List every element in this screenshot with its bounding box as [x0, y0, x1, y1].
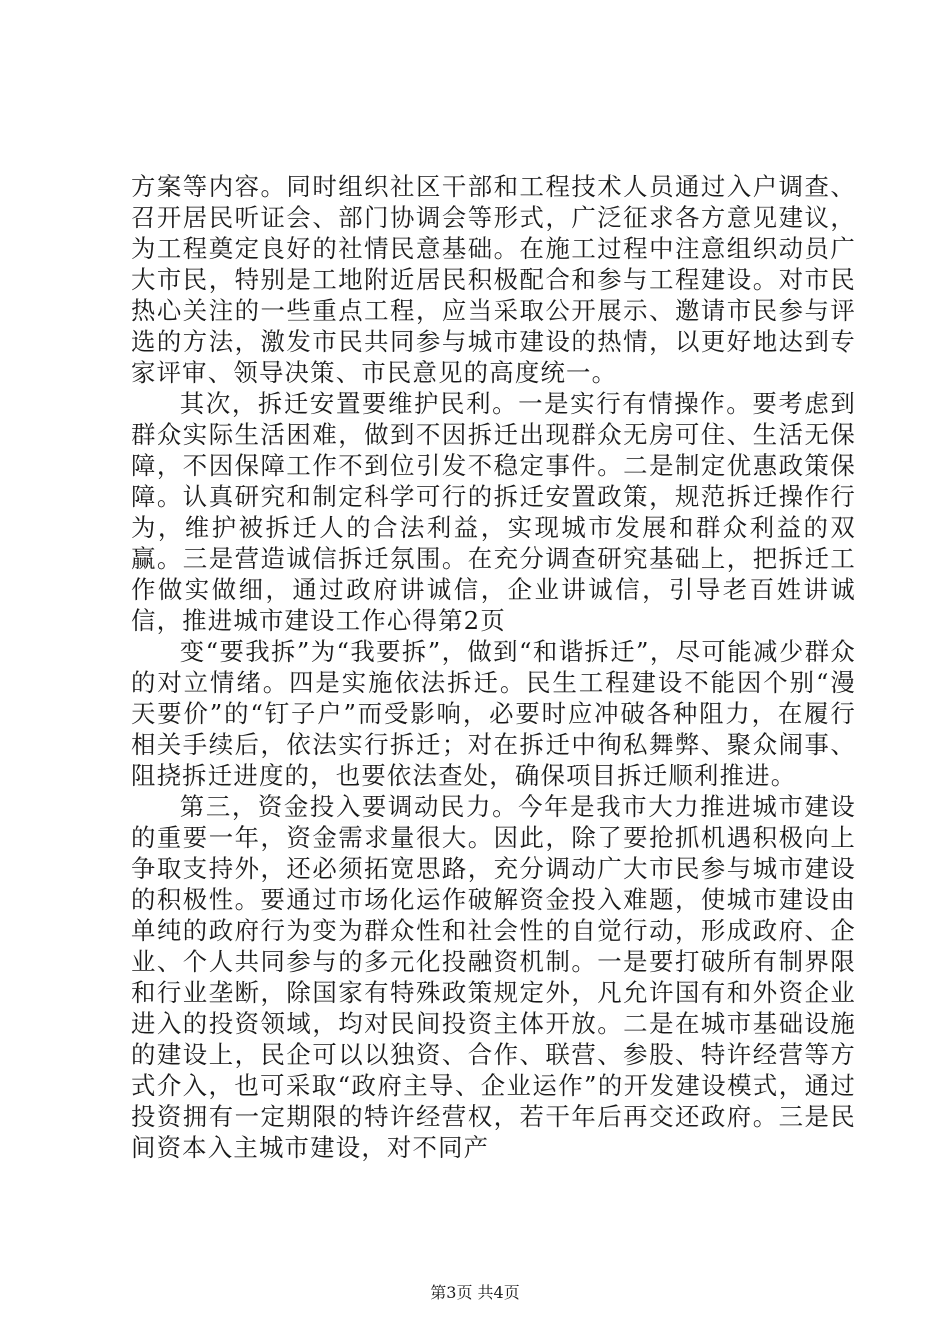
- paragraph-2: 其次，拆迁安置要维护民利。一是实行有情操作。要考虑到群众实际生活困难，做到不因拆迁出现群众无房可住、生活无保障，不因保障工作不到位引发不稳定事件。二是制定优惠政策保障。认真研究和制定科学可行的拆迁安置政策，规范拆迁操作行为，维护被拆迁人的合法利益，实现城市发展和群众利益的双赢。三是营造诚信拆迁氛围。在充分调查研究基础上，把拆迁工作做实做细，通过政府讲诚信，企业讲诚信，引导老百姓讲诚信，推进城市建设工作心得第2页: [131, 389, 856, 635]
- paragraph-1: 方案等内容。同时组织社区干部和工程技术人员通过入户调查、召开居民听证会、部门协调会等形式，广泛征求各方意见建议，为工程奠定良好的社情民意基础。在施工过程中注意组织动员广大市民，特别是工地附近居民积极配合和参与工程建设。对市民热心关注的一些重点工程，应当采取公开展示、邀请市民参与评选的方法，激发市民共同参与城市建设的热情，以更好地达到专家评审、领导决策、市民意见的高度统一。: [131, 172, 856, 387]
- paragraph-3: 变“要我拆”为“我要拆”，做到“和谐拆迁”，尽可能减少群众的对立情绪。四是实施依法拆迁。民生工程建设不能因个别“漫天要价”的“钉子户”而受影响，必要时应冲破各种阻力，在履行相关手续后，依法实行拆迁；对在拆迁中徇私舞弊、聚众闹事、阻挠拆迁进度的，也要依法查处，确保项目拆迁顺利推进。: [131, 637, 856, 790]
- page-footer: 第3页 共4页: [430, 1283, 520, 1302]
- body-text: [131, 171, 856, 1163]
- paragraph-4: 第三，资金投入要调动民力。今年是我市大力推进城市建设的重要一年，资金需求量很大。因此，除了要抢抓机遇积极向上争取支持外，还必须拓宽思路，充分调动广大市民参与城市建设的积极性。要通过市场化运作破解资金投入难题，使城市建设由单纯的政府行为变为群众性和社会性的自觉行动，形成政府、企业、个人共同参与的多元化投融资机制。一是要打破所有制界限和行业垄断，除国家有特殊政策规定外，凡允许国有和外资企业进入的投资领域，均对民间投资主体开放。二是在城市基础设施的建设上，民企可以以独资、合作、联营、参股、特许经营等方式介入，也可采取“政府主导、企业运作”的开发建设模式，通过投资拥有一定期限的特许经营权，若干年后再交还政府。三是民间资本入主城市建设，对不同产: [131, 792, 856, 1162]
